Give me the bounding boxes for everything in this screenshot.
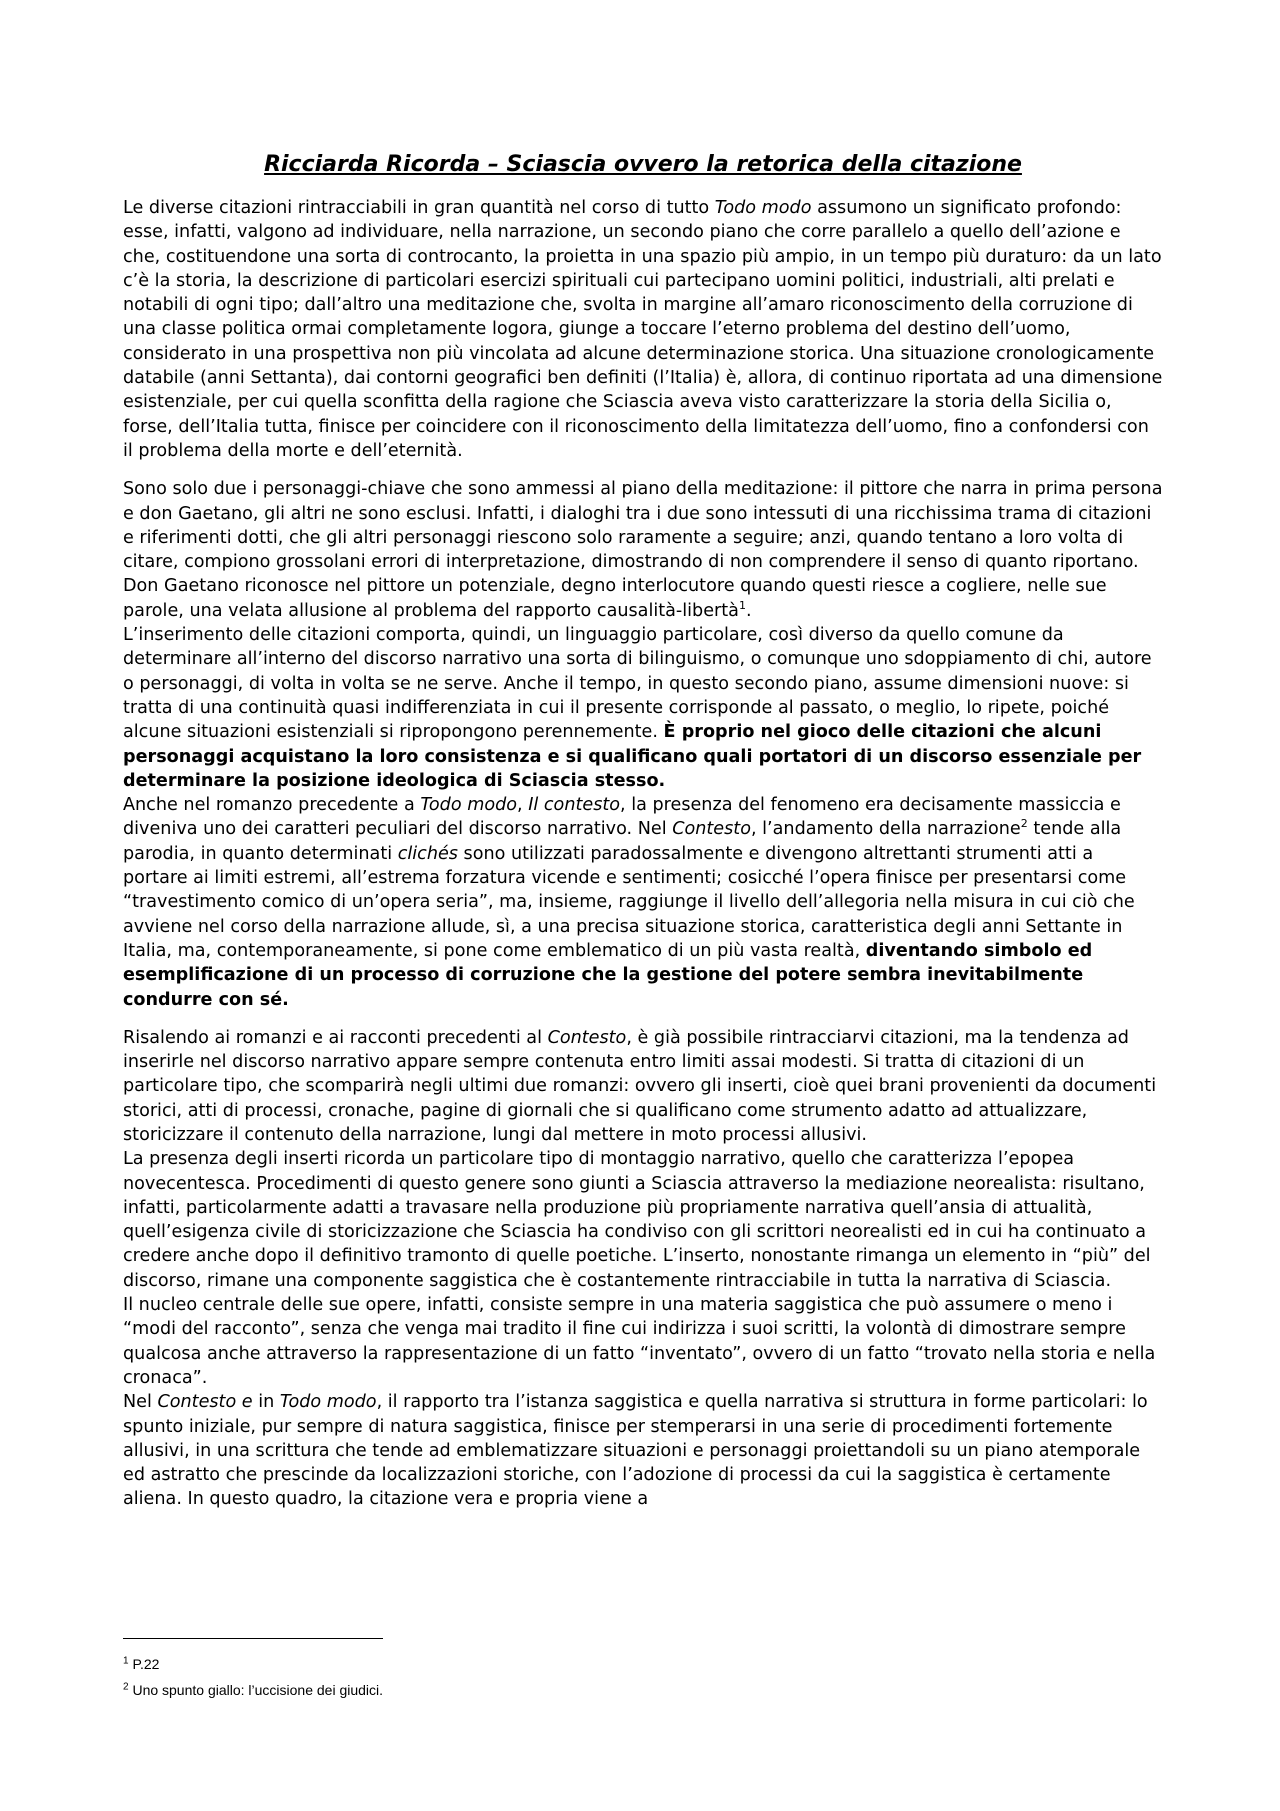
- text-run: Nel: [123, 1392, 158, 1413]
- bold-run: È proprio nel gioco delle citazioni che alcuni personaggi acquistano la loro consistenza e si qualificano quali portatori di un discorso essenziale per determinare la posizione ideologica di Sciascia stesso.: [123, 722, 1142, 791]
- text-run: L’inserimento delle citazioni comporta, quindi, un linguaggio particolare, così diverso da quello comune da determinare all’interno del discorso narrativo una sorta di bilinguismo, o comunque uno sdoppiamento di chi, autore o personaggi, di volta in volta se ne serve. Anche il tempo, in questo secondo piano, assume dimensioni nuove: si tratta di una continuità quasi indifferenziata in cui il presente corrisponde al passato, o meglio, lo ripete, poiché alcune situazioni esistenziali si ripropongono perennemente.: [123, 625, 1152, 743]
- text-run: sono utilizzati paradossalmente e divengono altrettanti strumenti atti a portare ai limiti estremi, all’estrema forzatura vicende e sentimenti; cosicché l’opera finisce per presentarsi come “travestimento comico di un’opera seria”, ma, insieme, raggiunge il livello dell’allegoria nella misura in cui ciò che avviene nel corso della narrazione allude, sì, a una precisa situazione storica, caratteristica degli anni Settante in Italia, ma, contemporaneamente, si pone come emblematico di un più vasta realtà,: [123, 843, 1135, 961]
- italic-run: Todo modo: [714, 198, 812, 218]
- paragraph-7: [123, 1293, 1163, 1390]
- italic-run: Contesto: [672, 819, 751, 840]
- text-run: Risalendo ai romanzi e ai racconti precedenti al: [123, 1027, 548, 1048]
- italic-run: Contesto e: [157, 1392, 253, 1413]
- footnote-text: P.22: [132, 1656, 160, 1672]
- italic-run: Todo modo: [420, 795, 518, 816]
- footnote-2: [123, 1677, 1163, 1703]
- italic-run: Todo modo: [279, 1392, 377, 1413]
- paragraph-2: [123, 477, 1163, 623]
- footnote-number: 2: [123, 1681, 129, 1693]
- document-title: Ricciarda Ricorda – Sciascia ovvero la retorica della citazione: [264, 152, 1022, 177]
- text-run: Sono solo due i personaggi-chiave che sono ammessi al piano della meditazione: il pittore che narra in prima persona e don Gaetano, gli altri ne sono esclusi. Infatti, i dialoghi tra i due sono intessuti di una ricchissima trama di citazioni e riferimenti dotti, che gli altri personaggi riescono solo raramente a seguire; anzi, quando tentano a loro volta di citare, compiono grossolani errori di interpretazione, dimostrando di non comprendere il senso di quanto riportano. Don Gaetano riconosce nel pittore un potenziale, degno interlocutore quando questi riesce a cogliere, nelle sue parole, una velata allusione al problema del rapporto causalità-libertà: [123, 479, 1163, 621]
- italic-run: Il contesto: [528, 795, 621, 816]
- text-run: , la presenza del fenomeno era decisamente massiccia e diveniva uno dei caratteri peculiari del discorso narrativo. Nel: [123, 795, 1121, 840]
- footnotes-section: [123, 1638, 1163, 1703]
- paragraph-1: [123, 196, 1163, 463]
- footnote-separator: [123, 1638, 383, 1639]
- footnote-ref-2[interactable]: 2: [1020, 817, 1028, 831]
- paragraph-6: [123, 1147, 1163, 1293]
- text-run: ,: [517, 795, 529, 816]
- text-run: in: [252, 1392, 280, 1413]
- bold-run: diventando simbolo ed esemplificazione di un processo di corruzione che la gestione del potere sembra inevitabilmente condurre con sé.: [123, 940, 1093, 1010]
- footnote-number: 1: [123, 1655, 129, 1667]
- footnote-text: Uno spunto giallo: l’uccisione dei giudici.: [132, 1682, 384, 1698]
- footnote-1: [123, 1651, 1163, 1677]
- text-run: La presenza degli inserti ricorda un particolare tipo di montaggio narrativo, quello che caratterizza l’epopea novecentesca. Procedimenti di questo genere sono giunti a Sciascia attraverso la mediazione neorealista: risultano, infatti, particolarmente adatti a travasare nella produzione più propriamente narrativa quell’ansia di attualità, quell’esigenza civile di storicizzazione che Sciascia ha condiviso con gli scrittori neorealisti ed in cui ha continuato a credere anche dopo il definitivo tramonto di quelle poetiche. L’inserto, nonostante rimanga un elemento in “più” del discorso, rimane una componente saggistica che è costantemente rintracciabile in tutta la narrativa di Sciascia.: [123, 1149, 1151, 1291]
- paragraph-8: [123, 1390, 1163, 1511]
- italic-run: clichés: [397, 843, 458, 864]
- paragraph-3: [123, 623, 1163, 793]
- text-run: Le diverse citazioni rintracciabili in gran quantità nel corso di tutto: [123, 198, 715, 218]
- text-run: Anche nel romanzo precedente a: [123, 795, 421, 816]
- text-run: , è già possibile rintracciarvi citazioni, ma la tendenza ad inserirle nel discorso narrativo appare sempre contenuta entro limiti assai modesti. Si tratta di citazioni di un particolare tipo, che scomparirà negli ultimi due romanzi: ovvero gli inserti, cioè quei brani provenienti da documenti storici, atti di processi, cronache, pagine di giornali che si qualificano come strumento adatto ad attualizzare, storicizzare il contenuto della narrazione, lungi dal mettere in moto processi allusivi.: [123, 1027, 1157, 1145]
- text-run: , l’andamento della narrazione: [750, 819, 1021, 840]
- paragraph-5: [123, 1026, 1163, 1147]
- text-run: tende alla parodia, in quanto determinati: [123, 819, 1122, 864]
- italic-run: Contesto: [547, 1027, 627, 1048]
- text-run: .: [745, 600, 752, 621]
- paragraph-4: [123, 793, 1163, 1012]
- text-run: Il nucleo centrale delle sue opere, infatti, consiste sempre in una materia saggistica che può assumere o meno i “modi del racconto”, senza che venga mai tradito il fine cui indirizza i suoi scritti, la volontà di dimostrare sempre qualcosa anche attraverso la rappresentazione di un fatto “inventato”, ovvero di un fatto “trovato nella storia e nella cronaca”.: [123, 1295, 1156, 1388]
- text-run: assumono un significato profondo: esse, infatti, valgono ad individuare, nella narrazione, un secondo piano che corre parallelo a quello dell’azione e che, costituendone una sorta di controcanto, la proietta in una spazio più ampio, in un tempo più duraturo: da un lato c’è la storia, la descrizione di particolari esercizi spirituali cui partecipano uomini politici, industriali, alti prelati e notabili di ogni tipo; dall’altro una meditazione che, svolta in margine all’amaro riconoscimento della corruzione di una classe politica ormai completamente logora, giunge a toccare l’eterno problema del destino dell’uomo, considerato in una prospettiva non più vincolata ad alcune determinazione storica. Una situazione cronologicamente databile (anni Settanta), dai contorni geografici ben definiti (l’Italia) è, allora, di continuo riportata ad una dimensione esistenziale, per cui quella sconfitta della ragione che Sciascia aveva visto caratterizzare la storia della Sicilia o, forse, dell’Italia tutta, finisce per coincidere con il riconoscimento della limitatezza dell’uomo, fino a confondersi con il problema della morte e dell’eternità.: [123, 198, 1163, 461]
- text-run: , il rapporto tra l’istanza saggistica e quella narrativa si struttura in forme particolari: lo spunto iniziale, pur sempre di natura saggistica, finisce per stemperarsi in una serie di procedimenti fortemente allusivi, in una scrittura che tende ad emblematizzare situazioni e personaggi proiettandoli su un piano atemporale ed astratto che prescinde da localizzazioni storiche, con l’adozione di processi da cui la saggistica è certamente aliena. In questo quadro, la citazione vera e propria viene a: [123, 1392, 1148, 1510]
- footnote-ref-1[interactable]: 1: [738, 598, 746, 612]
- document-body: [123, 150, 1163, 1512]
